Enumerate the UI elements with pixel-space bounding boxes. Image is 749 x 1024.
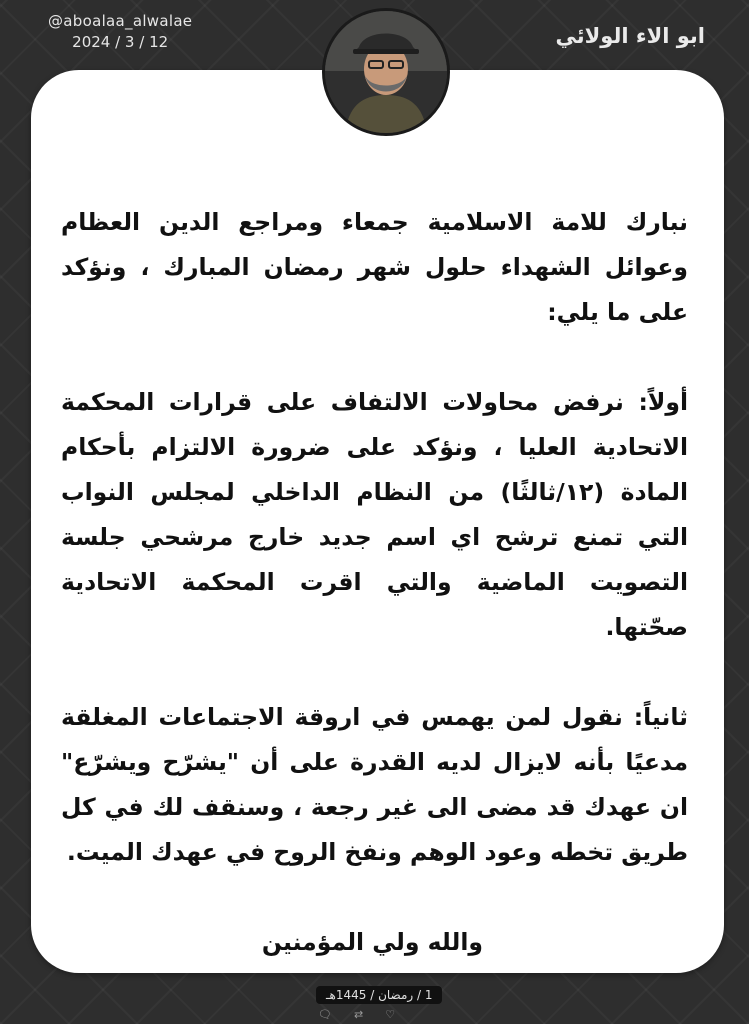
post-paragraph-intro: نبارك للامة الاسلامية جمعاء ومراجع الدين العظام وعوائل الشهداء حلول شهر رمضان المبارك ، ونؤكد على ما يلي: (61, 208, 688, 326)
reply-icon[interactable]: 🗨 (318, 1008, 332, 1021)
avatar[interactable] (322, 8, 450, 136)
post-card (31, 70, 724, 973)
post-content (61, 200, 688, 965)
author-name[interactable]: ابو الاء الولائي (555, 24, 705, 48)
post-paragraph-second: ثانياً: نقول لمن يهمس في اروقة الاجتماعات المغلقة مدعيًا بأنه لايزال لديه القدرة على أن "يشرّح ويشرّع" ان عهدك قد مضى الى غير رجعة ، وسنقف لك في كل طريق تخطه وعود الوهم ونفخ الروح في عهدك الميت. (61, 703, 688, 866)
post-closing: والله ولي المؤمنين (261, 928, 483, 956)
post-paragraph-first: أولاً: نرفض محاولات الالتفاف على قرارات المحكمة الاتحادية العليا ، ونؤكد على ضرورة الالتزام بأحكام المادة (١٢/ثالثًا) من النظام الداخلي لمجلس النواب التي تمنع ترشح اي اسم جديد خارج مرشحي جلسة التصويت الماضية والتي اقرت المحكمة الاتحادية صحّتها. (61, 388, 688, 641)
like-icon[interactable]: ♡ (385, 1008, 396, 1021)
hijri-date-badge: 1 / رمضان / 1445هـ (316, 986, 442, 1004)
account-handle[interactable]: @aboalaa_alwalae (48, 12, 193, 30)
person-avatar-icon (325, 11, 447, 133)
paragraph-gap (61, 875, 688, 920)
header-meta (48, 12, 192, 51)
paragraph-gap (61, 335, 688, 380)
retweet-icon[interactable]: ⇄ (353, 1008, 364, 1021)
action-bar (318, 1008, 395, 1021)
post-date: 2024 / 3 / 12 (72, 33, 169, 51)
paragraph-gap (61, 650, 688, 695)
